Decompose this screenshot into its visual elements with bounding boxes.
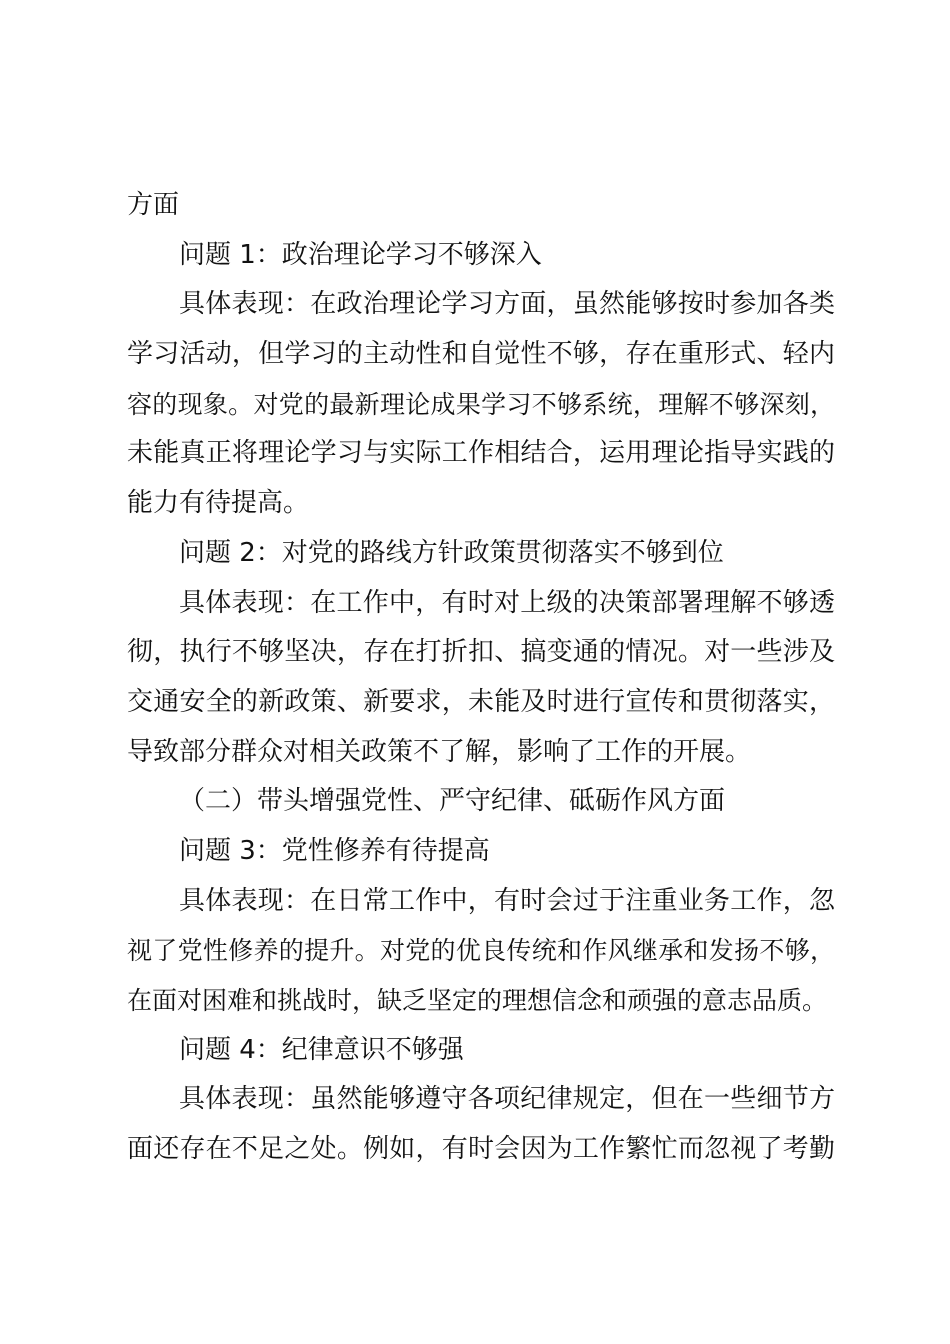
text-line: 具体表现：在日常工作中，有时会过于注重业务工作，忽 [179, 885, 835, 916]
text-line: 问题 3：党性修养有待提高 [179, 835, 490, 866]
text-line: 具体表现：虽然能够遵守各项纪律规定，但在一些细节方 [179, 1084, 835, 1115]
text-line: 问题 1：政治理论学习不够深入 [179, 239, 542, 270]
text-line: 交通安全的新政策、新要求，未能及时进行宣传和贯彻落实， [127, 686, 835, 717]
text-line: 面还存在不足之处。例如，有时会因为工作繁忙而忽视了考勤 [127, 1134, 835, 1165]
text-line: 问题 4：纪律意识不够强 [179, 1034, 464, 1065]
document-body [127, 181, 835, 1175]
text-line: 问题 2：对党的路线方针政策贯彻落实不够到位 [179, 537, 724, 568]
text-line: 容的现象。对党的最新理论成果学习不够系统，理解不够深刻， [127, 389, 835, 419]
text-line: 导致部分群众对相关政策不了解，影响了工作的开展。 [127, 736, 752, 767]
text-line: 未能真正将理论学习与实际工作相结合，运用理论指导实践的 [127, 438, 835, 469]
text-line: 彻，执行不够坚决，存在打折扣、搞变通的情况。对一些涉及 [127, 637, 835, 668]
text-line: 能力有待提高。 [127, 488, 310, 519]
text-line: （二）带头增强党性、严守纪律、砥砺作风方面 [179, 786, 726, 817]
text-line: 方面 [127, 190, 180, 220]
text-line: 学习活动，但学习的主动性和自觉性不够，存在重形式、轻内 [127, 339, 835, 370]
text-line: 具体表现：在政治理论学习方面，虽然能够按时参加各类 [179, 289, 835, 320]
text-line: 视了党性修养的提升。对党的优良传统和作风继承和发扬不够， [127, 936, 835, 966]
text-line: 具体表现：在工作中，有时对上级的决策部署理解不够透 [179, 587, 835, 618]
text-line: 在面对困难和挑战时，缺乏坚定的理想信念和顽强的意志品质。 [127, 986, 828, 1015]
